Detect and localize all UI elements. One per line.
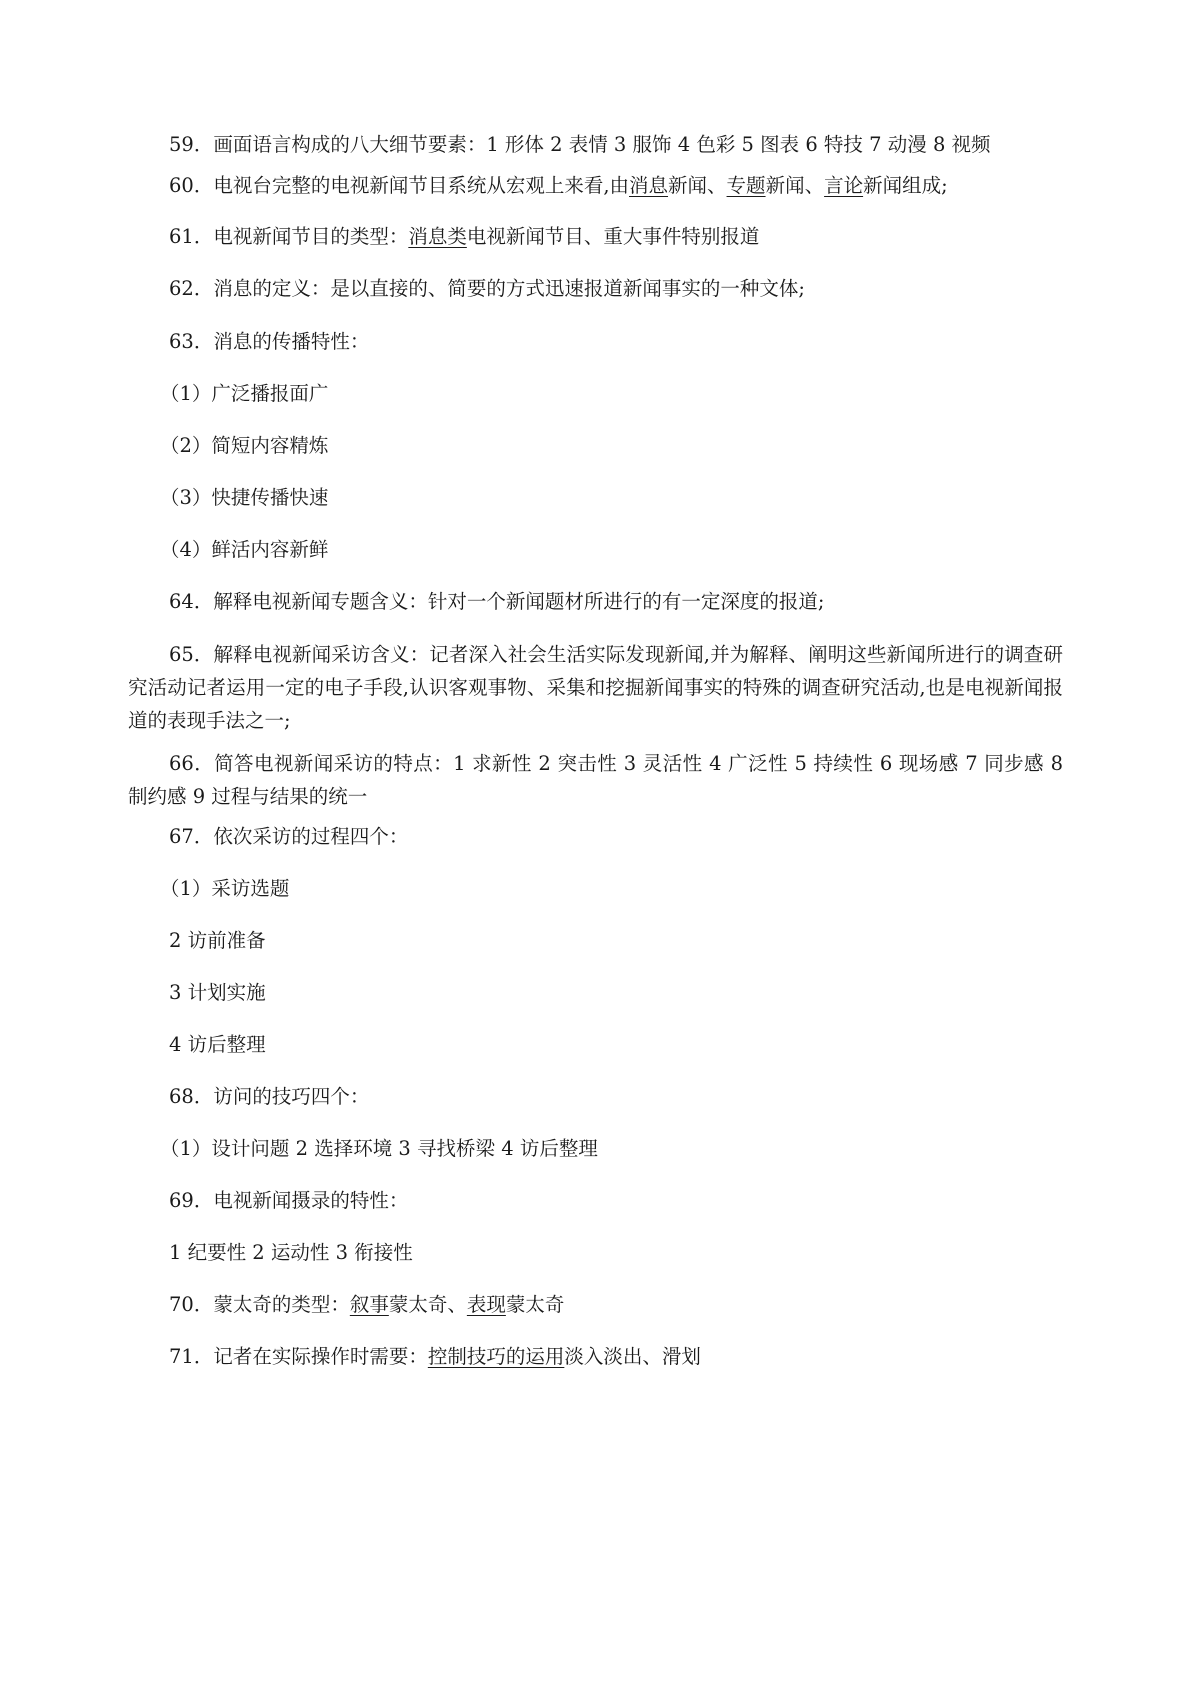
item-70-underline-2: 表现 [466,1293,506,1316]
item-60-text-a: 60．电视台完整的电视新闻节目系统从宏观上来看,由 [169,174,630,197]
item-70-text-a: 70．蒙太奇的类型： [169,1293,350,1316]
item-63-sub-4: （4）鲜活内容新鲜 [160,538,329,561]
item-60-text-c: 新闻、 [765,174,825,197]
item-63-sub-1: （1）广泛播报面广 [160,382,329,405]
item-70-text-b: 蒙太奇、 [388,1293,467,1316]
item-67-sub-4: 4 访后整理 [169,1033,266,1056]
item-68: 68．访问的技巧四个： [169,1085,370,1108]
item-65: 65．解释电视新闻采访含义：记者深入社会生活实际发现新闻,并为解释、阐明这些新闻所进行的调查研究活动记者运用一定的电子手段,认识客观事物、采集和挖掘新闻事实的特殊的调查研究活动,也是电视新闻报道的表现手法之一; [128,643,1063,732]
item-71-text-a: 71．记者在实际操作时需要： [169,1345,428,1368]
item-66: 66．简答电视新闻采访的特点：1 求新性 2 突击性 3 灵活性 4 广泛性 5 持续性 6 现场感 7 同步感 8 制约感 9 过程与结果的统一 [128,752,1063,808]
item-64: 64．解释电视新闻专题含义：针对一个新闻题材所进行的有一定深度的报道; [169,590,825,613]
item-67-sub-3: 3 计划实施 [169,981,266,1004]
item-60-text-d: 新闻组成; [863,174,948,197]
item-60-text-b: 新闻、 [668,174,727,197]
item-71 [169,1342,701,1372]
item-71-text-b: 淡入淡出、滑划 [564,1345,701,1368]
item-63: 63．消息的传播特性： [169,330,370,353]
item-61-text-a: 61．电视新闻节目的类型： [169,225,409,248]
item-61-underline-1: 消息类 [408,225,467,248]
item-59: 59．画面语言构成的八大细节要素：1 形体 2 表情 3 服饰 4 色彩 5 图表 6 特技 7 动漫 8 视频 [169,133,991,156]
item-68-sub-1: （1）设计问题 2 选择环境 3 寻找桥梁 4 访后整理 [160,1137,598,1160]
item-60-underline-1: 消息 [629,174,669,197]
item-70 [169,1290,564,1320]
item-63-sub-3: （3）快捷传播快速 [160,486,329,509]
item-69-sub-1: 1 纪要性 2 运动性 3 衔接性 [169,1241,413,1264]
item-61-text-b: 电视新闻节目、重大事件特别报道 [466,225,760,248]
item-70-text-c: 蒙太奇 [505,1293,565,1316]
item-69: 69．电视新闻摄录的特性： [169,1189,409,1212]
item-67: 67．依次采访的过程四个： [169,825,409,848]
item-61 [169,222,759,252]
item-62: 62．消息的定义：是以直接的、简要的方式迅速报道新闻事实的一种文体; [169,277,805,300]
item-63-sub-2: （2）简短内容精炼 [160,434,329,457]
item-67-sub-1: （1）采访选题 [160,877,290,900]
item-67-sub-2: 2 访前准备 [169,929,266,952]
item-60-underline-3: 言论 [824,174,864,197]
item-60 [169,171,948,201]
item-60-underline-2: 专题 [726,174,766,197]
item-71-underline-1: 控制技巧的运用 [427,1345,565,1368]
item-70-underline-1: 叙事 [349,1293,389,1316]
